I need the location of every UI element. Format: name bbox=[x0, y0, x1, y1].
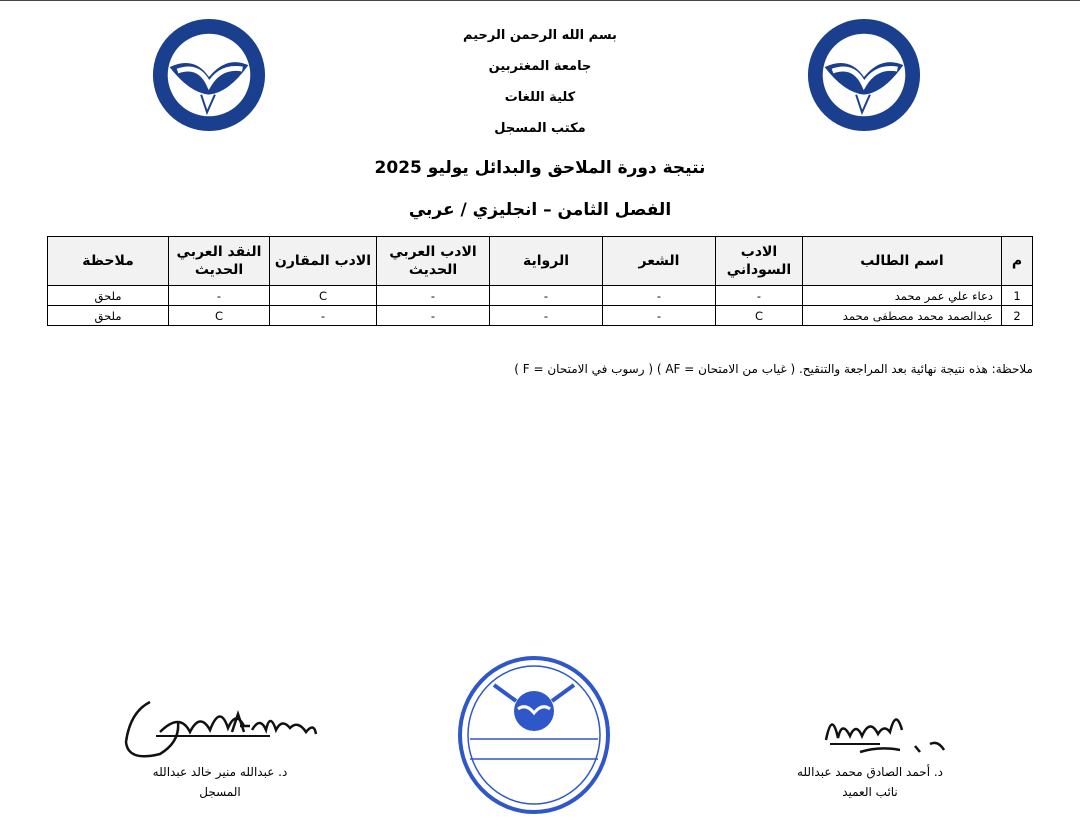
col-header-modern-arabic-criticism: النقد العربي الحديث bbox=[169, 237, 270, 286]
registrar-name: د. عبدالله منير خالد عبدالله bbox=[152, 765, 288, 779]
registrar-role: المسجل bbox=[199, 785, 241, 799]
cell-grade: - bbox=[270, 306, 377, 326]
university-name: جامعة المغتربين bbox=[488, 59, 592, 74]
top-border-line bbox=[0, 0, 1080, 1]
col-header-novel: الرواية bbox=[490, 237, 603, 286]
table-row bbox=[48, 306, 1033, 326]
cell-grade: C bbox=[716, 306, 803, 326]
cell-grade: - bbox=[490, 306, 603, 326]
col-header-poetry: الشعر bbox=[603, 237, 716, 286]
table-header-row bbox=[48, 237, 1033, 286]
cell-student-name: دعاء علي عمر محمد bbox=[803, 286, 1002, 306]
cell-grade: C bbox=[169, 306, 270, 326]
office-name: مكتب المسجل bbox=[494, 121, 586, 136]
faculty-name: كلية اللغات bbox=[504, 90, 576, 105]
cell-grade: - bbox=[716, 286, 803, 306]
table-row bbox=[48, 286, 1033, 306]
college-stamp-icon bbox=[456, 655, 612, 815]
col-header-note: ملاحظة bbox=[48, 237, 169, 286]
basmala: بسم الله الرحمن الرحيم bbox=[463, 28, 617, 43]
letter-header bbox=[380, 22, 700, 146]
cell-grade: - bbox=[490, 286, 603, 306]
cell-grade: - bbox=[603, 306, 716, 326]
cell-grade: - bbox=[603, 286, 716, 306]
semester-title: الفصل الثامن – انجليزي / عربي bbox=[408, 200, 672, 220]
vice-dean-signature-block bbox=[780, 762, 960, 802]
registrar-signature-block bbox=[130, 762, 310, 802]
cell-number: 2 bbox=[1002, 306, 1033, 326]
cell-grade: - bbox=[169, 286, 270, 306]
cell-student-name: عبدالصمد محمد مصطفى محمد bbox=[803, 306, 1002, 326]
registrar-signature-icon bbox=[120, 692, 320, 764]
university-logo-left bbox=[150, 16, 268, 134]
cell-grade: - bbox=[377, 286, 490, 306]
results-table bbox=[47, 236, 1033, 326]
vice-dean-signature-icon bbox=[820, 700, 960, 760]
col-header-modern-arabic-literature: الادب العربي الحديث bbox=[377, 237, 490, 286]
cell-note: ملحق bbox=[48, 306, 169, 326]
col-header-sudanese-literature: الادب السوداني bbox=[716, 237, 803, 286]
cell-grade: C bbox=[270, 286, 377, 306]
results-title: نتيجة دورة الملاحق والبدائل يوليو 2025 bbox=[374, 158, 706, 178]
col-header-student-name: اسم الطالب bbox=[803, 237, 1002, 286]
cell-note: ملحق bbox=[48, 286, 169, 306]
vice-dean-name: د. أحمد الصادق محمد عبدالله bbox=[797, 765, 943, 779]
col-header-comparative-literature: الادب المقارن bbox=[270, 237, 377, 286]
university-logo-right bbox=[805, 16, 923, 134]
results-note: ملاحظة: هذه نتيجة نهائية بعد المراجعة والتنقيح. ( غياب من الامتحان = AF ) ( رسوب في الامتحان = F ) bbox=[514, 362, 1033, 376]
vice-dean-role: نائب العميد bbox=[842, 785, 898, 799]
col-header-number: م bbox=[1002, 237, 1033, 286]
cell-grade: - bbox=[377, 306, 490, 326]
cell-number: 1 bbox=[1002, 286, 1033, 306]
